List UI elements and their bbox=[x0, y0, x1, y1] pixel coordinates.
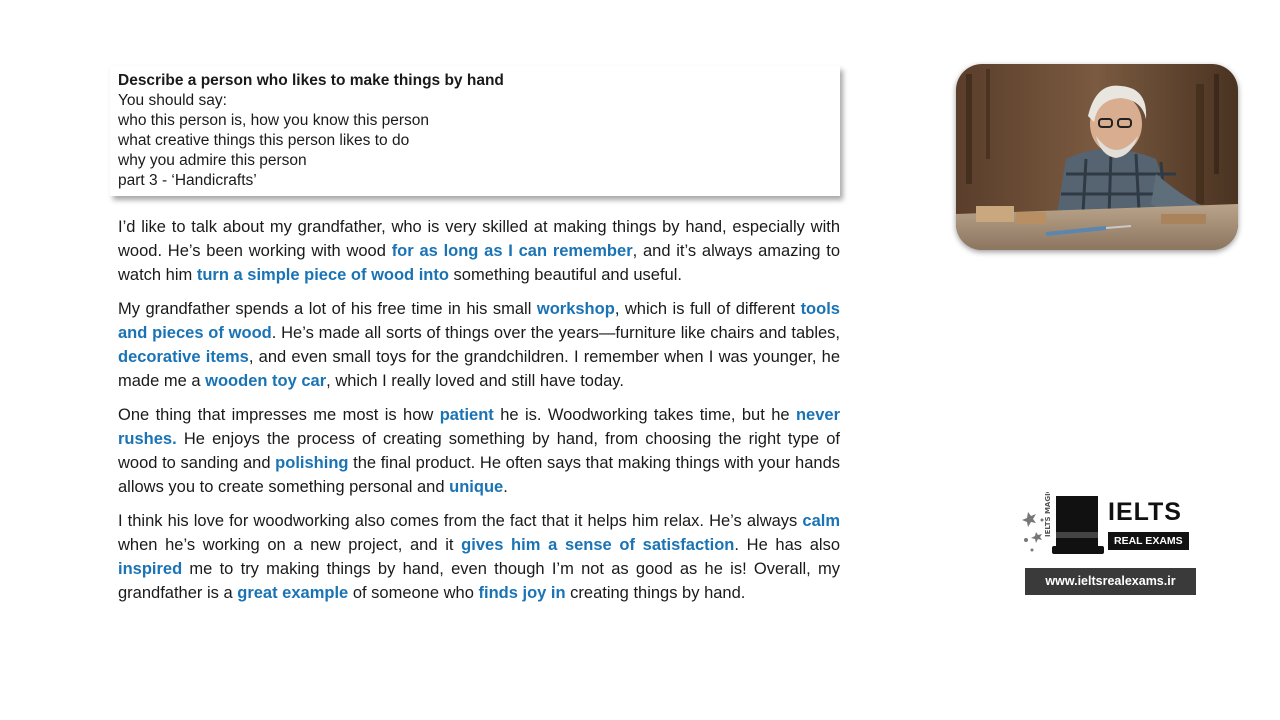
paragraph-1 bbox=[118, 215, 840, 287]
text-run: I’d like to talk about my grandfather, who is very skilled at making things by hand, especially with wood. He’s been working with wood bbox=[118, 218, 840, 260]
highlight-phrase: never rushes. bbox=[118, 406, 840, 448]
text-run: My grandfather spends a lot of his free time in his small bbox=[118, 300, 537, 318]
text-run: me to try making things by hand, even though I’m not as good as he is! Overall, my grandfather is a bbox=[118, 560, 840, 602]
highlight-phrase: turn a simple piece of wood into bbox=[196, 266, 449, 284]
text-run: One thing that impresses me most is how bbox=[118, 406, 440, 424]
carpenter-photo bbox=[956, 64, 1238, 250]
text-run: when he’s working on a new project, and it bbox=[118, 536, 462, 554]
magic-hat-icon bbox=[1022, 492, 1108, 562]
cue-card-title: Describe a person who likes to make things by hand bbox=[118, 72, 504, 89]
highlight-phrase: calm bbox=[802, 512, 840, 530]
text-run: He enjoys the process of creating something by hand, from choosing the right type of wood to sanding and bbox=[118, 430, 840, 472]
text-run: , and it’s always amazing to watch him bbox=[118, 242, 840, 284]
highlight-phrase: patient bbox=[439, 406, 494, 424]
text-run: , and even small toys for the grandchildren. I remember when I was younger, he made me a bbox=[118, 348, 840, 390]
text-run: creating things by hand. bbox=[565, 584, 746, 602]
carpenter-illustration bbox=[956, 64, 1238, 250]
highlight-phrase: finds joy in bbox=[478, 584, 566, 602]
highlight-phrase: for as long as I can remember bbox=[391, 242, 633, 260]
highlight-phrase: polishing bbox=[275, 454, 349, 472]
highlight-phrase: unique bbox=[449, 478, 504, 496]
paragraph-3 bbox=[118, 403, 840, 499]
text-run: . bbox=[503, 478, 508, 496]
text-run: of someone who bbox=[348, 584, 479, 602]
cue-card-line: You should say: bbox=[118, 92, 227, 109]
text-run: . He has also bbox=[734, 536, 840, 554]
paragraph-2 bbox=[118, 297, 840, 393]
cue-card bbox=[110, 66, 840, 196]
highlight-phrase: tools and pieces of wood bbox=[118, 300, 840, 342]
highlight-phrase: inspired bbox=[118, 560, 183, 578]
answer-text bbox=[118, 215, 840, 615]
paragraph-4 bbox=[118, 509, 840, 605]
logo-badge: REAL EXAMS bbox=[1108, 532, 1189, 550]
cue-card-line: who this person is, how you know this person bbox=[118, 112, 430, 129]
text-run: he is. Woodworking takes time, but he bbox=[493, 406, 796, 424]
cue-card-line: part 3 - ‘Handicrafts’ bbox=[118, 172, 257, 189]
text-run: something beautiful and useful. bbox=[448, 266, 682, 284]
text-run: . He’s made all sorts of things over the years—furniture like chairs and tables, bbox=[271, 324, 840, 342]
website-url[interactable]: www.ieltsrealexams.ir bbox=[1025, 568, 1196, 595]
cue-card-line: what creative things this person likes to do bbox=[118, 132, 410, 149]
cue-card-line: why you admire this person bbox=[118, 152, 307, 169]
text-run: , which I really loved and still have today. bbox=[326, 372, 624, 390]
highlight-phrase: gives him a sense of satisfaction bbox=[461, 536, 735, 554]
highlight-phrase: wooden toy car bbox=[205, 372, 327, 390]
logo-wordmark: IELTS bbox=[1108, 498, 1182, 526]
ielts-logo bbox=[1022, 492, 1197, 562]
highlight-phrase: workshop bbox=[536, 300, 615, 318]
highlight-phrase: great example bbox=[237, 584, 349, 602]
text-run: I think his love for woodworking also comes from the fact that it helps him relax. He’s always bbox=[118, 512, 803, 530]
highlight-phrase: decorative items bbox=[118, 348, 249, 366]
hat-side-text: IELTS MAGIC bbox=[1044, 492, 1052, 537]
text-run: , which is full of different bbox=[614, 300, 801, 318]
text-run: the final product. He often says that making things with your hands allows you to create something personal and bbox=[118, 454, 840, 496]
